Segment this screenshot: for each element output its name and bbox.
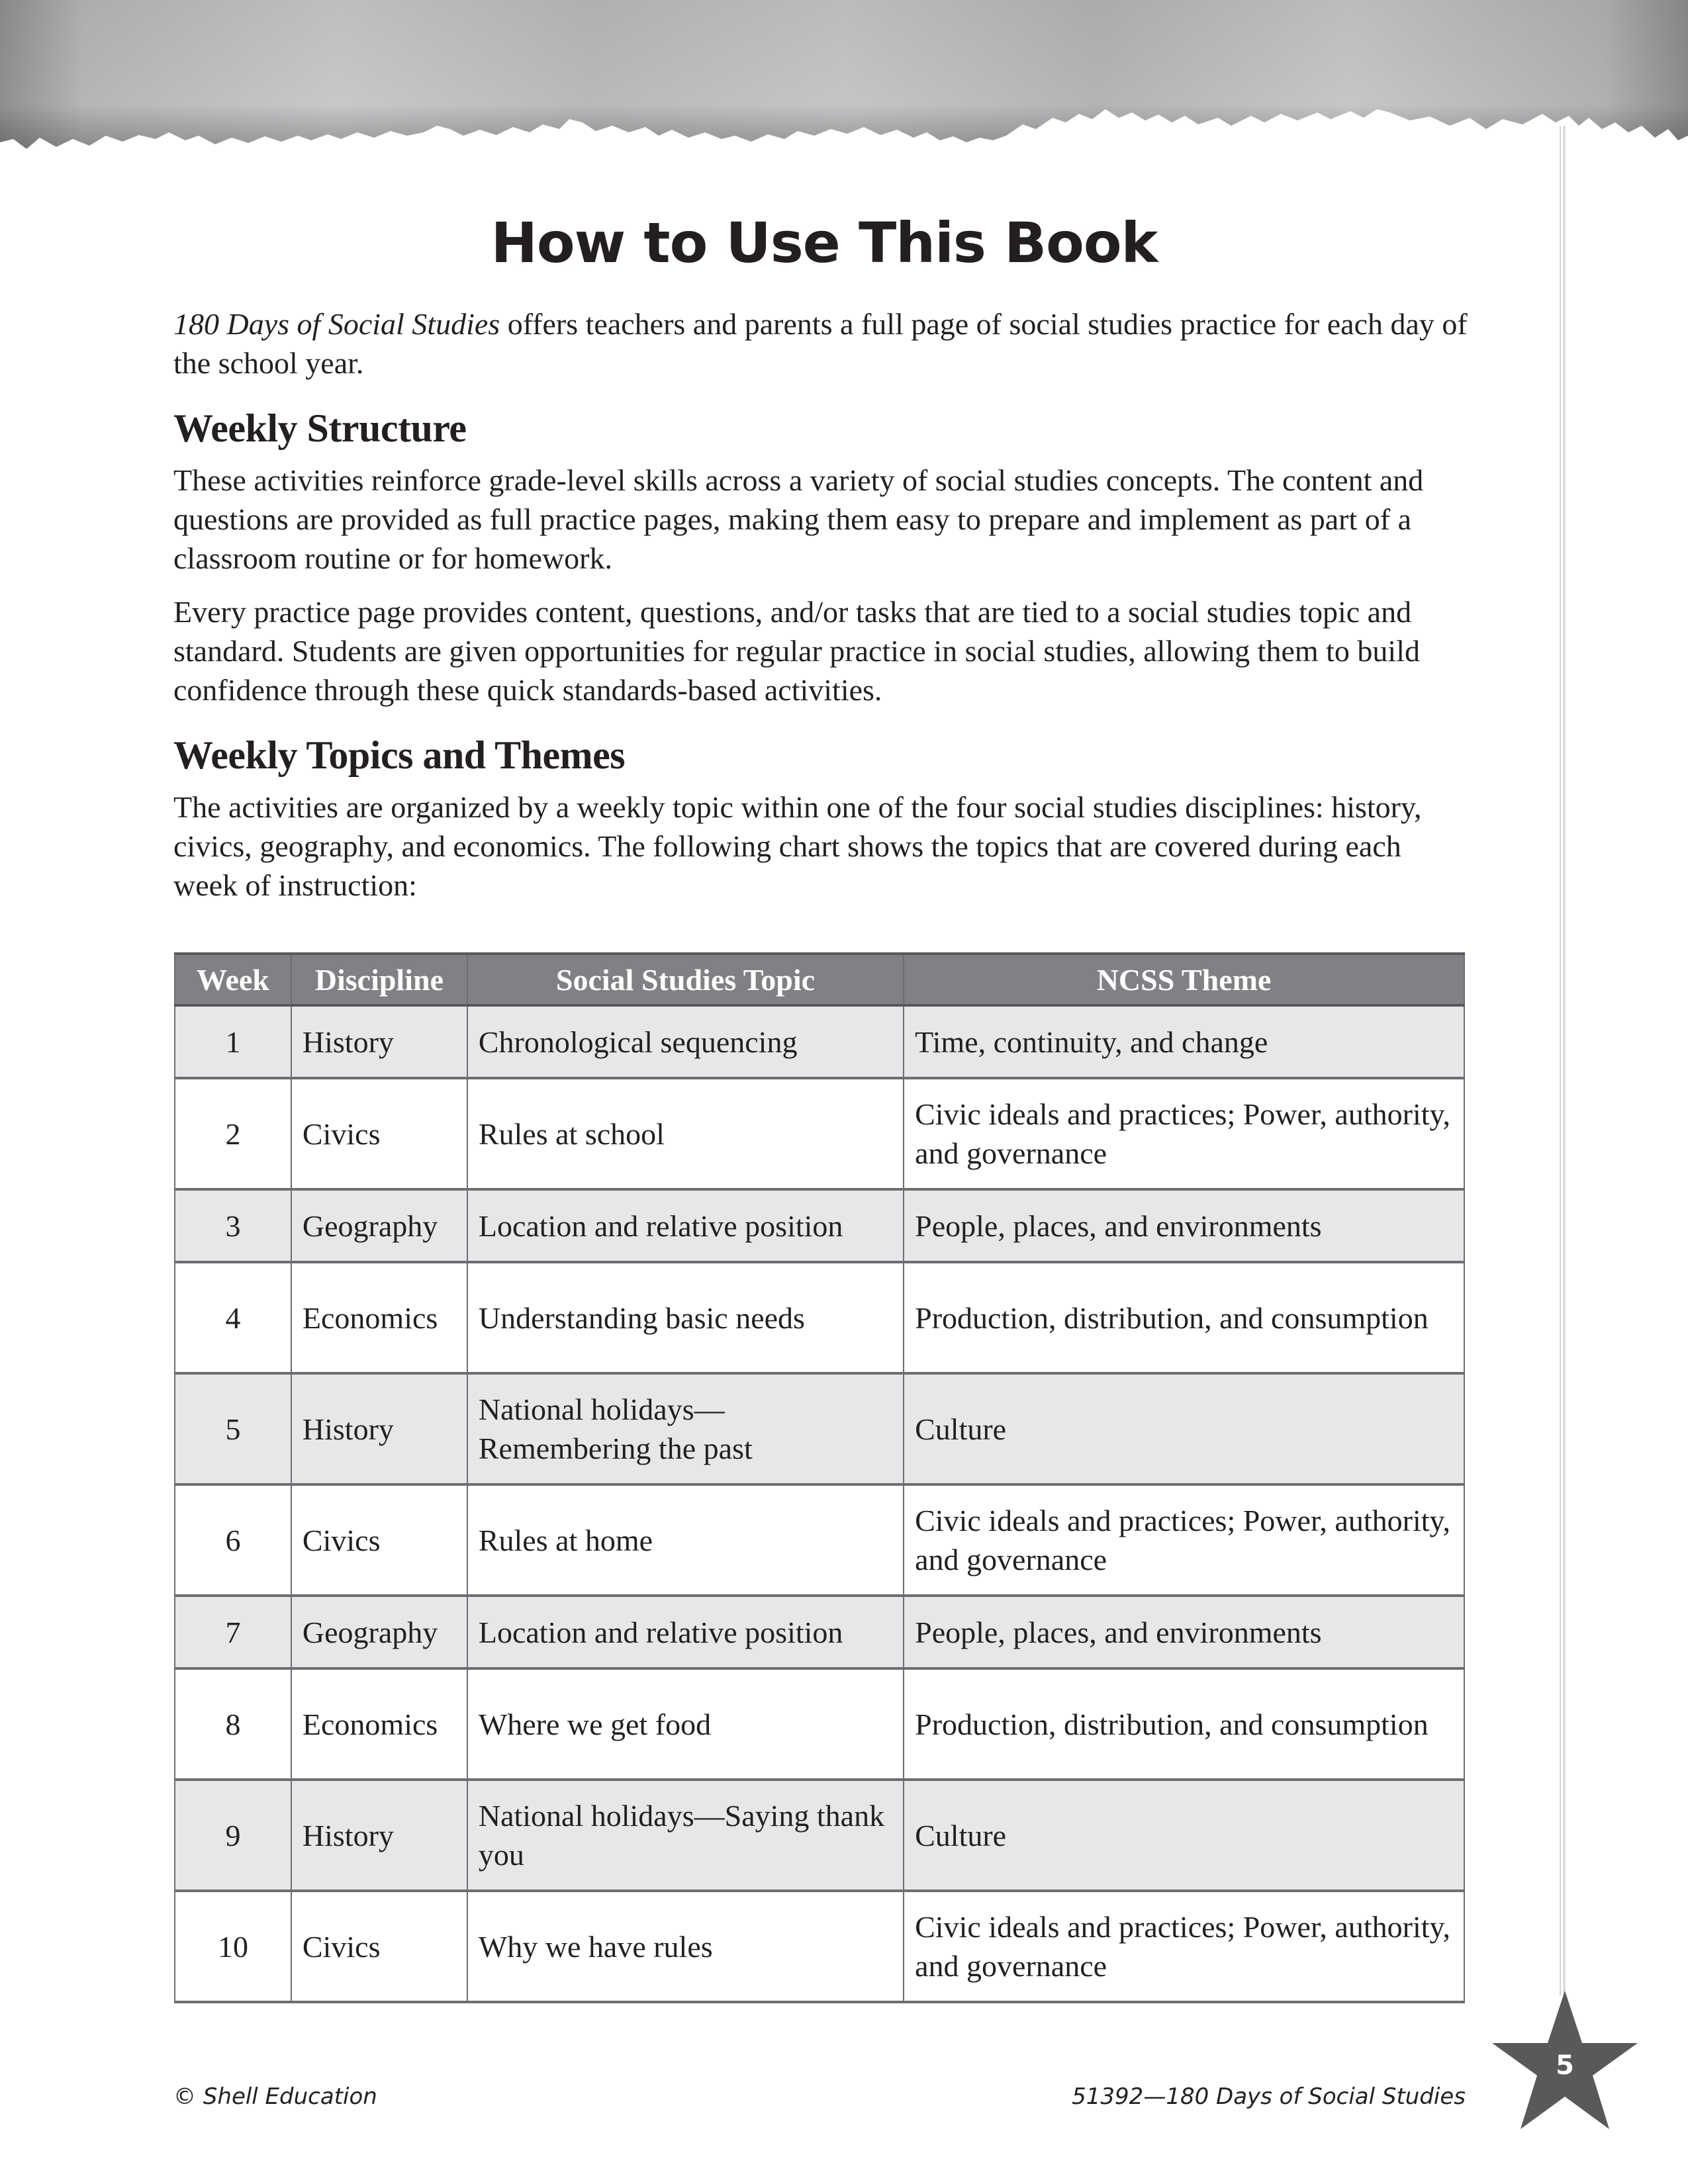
cell-discipline: Civics	[291, 1078, 467, 1189]
page-edge-line	[1560, 126, 1566, 1995]
footer-book-id: 51392—180 Days of Social Studies	[1072, 2083, 1466, 2110]
cell-week: 6	[175, 1484, 291, 1596]
cell-week: 5	[175, 1373, 291, 1484]
cell-topic: Why we have rules	[467, 1891, 904, 2002]
cell-week: 9	[175, 1780, 291, 1891]
cell-theme: Production, distribution, and consumption	[904, 1668, 1464, 1780]
cell-theme: Time, continuity, and change	[904, 1005, 1464, 1078]
table-row	[175, 1262, 1464, 1373]
cell-theme: Production, distribution, and consumption	[904, 1262, 1464, 1373]
cell-topic: Location and relative position	[467, 1189, 904, 1262]
cell-week: 2	[175, 1078, 291, 1189]
cell-theme: Civic ideals and practices; Power, authority, and governance	[904, 1484, 1464, 1596]
table-header-row	[175, 954, 1464, 1005]
cell-theme: People, places, and environments	[904, 1189, 1464, 1262]
column-header-topic: Social Studies Topic	[467, 954, 904, 1005]
cell-discipline: Civics	[291, 1891, 467, 2002]
intro-text: offers teachers and parents a full page of social studies practice for each day of the school year.	[173, 307, 1468, 380]
table-row	[175, 1005, 1464, 1078]
weekly-structure-paragraph-1: These activities reinforce grade-level skills across a variety of social studies concepts. The content and questions are provided as full practice pages, making them easy to prepare and implement as part of a classroom routine or for homework.	[173, 463, 1424, 575]
table-row	[175, 1596, 1464, 1668]
table-row	[175, 1668, 1464, 1780]
weekly-topics-paragraph: The activities are organized by a weekly topic within one of the four social studies disciplines: history, civics, geography, and economics. The following chart shows the topics that are covered during each week of instruction:	[173, 790, 1422, 902]
column-header-discipline: Discipline	[291, 954, 467, 1005]
cell-discipline: Economics	[291, 1668, 467, 1780]
weekly-structure-paragraph-2: Every practice page provides content, questions, and/or tasks that are tied to a social studies topic and standard. Students are given opportunities for regular practice in social studies, allowing them to build confidence through these quick standards-based activities.	[173, 595, 1420, 707]
cell-discipline: Geography	[291, 1189, 467, 1262]
cell-theme: Culture	[904, 1780, 1464, 1891]
page-title: How to Use This Book	[491, 210, 1158, 275]
section-heading-weekly-structure: Weekly Structure	[173, 406, 467, 450]
cell-theme: People, places, and environments	[904, 1596, 1464, 1668]
page-content	[173, 304, 1471, 905]
cell-discipline: Geography	[291, 1596, 467, 1668]
table-row	[175, 1078, 1464, 1189]
cell-week: 7	[175, 1596, 291, 1668]
cell-topic: Rules at school	[467, 1078, 904, 1189]
table-row	[175, 1484, 1464, 1596]
table-row	[175, 1891, 1464, 2002]
cell-topic: Where we get food	[467, 1668, 904, 1780]
cell-week: 8	[175, 1668, 291, 1780]
cell-discipline: History	[291, 1373, 467, 1484]
cell-discipline: History	[291, 1005, 467, 1078]
table-row	[175, 1780, 1464, 1891]
cell-week: 1	[175, 1005, 291, 1078]
table-row	[175, 1189, 1464, 1262]
cell-discipline: History	[291, 1780, 467, 1891]
cell-week: 10	[175, 1891, 291, 2002]
section-heading-weekly-topics: Weekly Topics and Themes	[173, 733, 626, 777]
cell-topic: National holidays—Saying thank you	[467, 1780, 904, 1891]
torn-paper-header	[0, 0, 1688, 159]
cell-theme: Culture	[904, 1373, 1464, 1484]
cell-topic: Rules at home	[467, 1484, 904, 1596]
book-title-italic: 180 Days of Social Studies	[173, 307, 500, 341]
footer-publisher: © Shell Education	[173, 2083, 377, 2110]
cell-theme: Civic ideals and practices; Power, authority, and governance	[904, 1078, 1464, 1189]
cell-discipline: Economics	[291, 1262, 467, 1373]
cell-theme: Civic ideals and practices; Power, authority, and governance	[904, 1891, 1464, 2002]
cell-topic: Chronological sequencing	[467, 1005, 904, 1078]
column-header-theme: NCSS Theme	[904, 954, 1464, 1005]
table-row	[175, 1373, 1464, 1484]
cell-week: 4	[175, 1262, 291, 1373]
cell-discipline: Civics	[291, 1484, 467, 1596]
weekly-topics-table	[174, 952, 1465, 2003]
cell-topic: National holidays— Remembering the past	[467, 1373, 904, 1484]
intro-paragraph	[173, 304, 1471, 383]
cell-topic: Location and relative position	[467, 1596, 904, 1668]
cell-topic: Understanding basic needs	[467, 1262, 904, 1373]
column-header-week: Week	[175, 954, 291, 1005]
cell-week: 3	[175, 1189, 291, 1262]
page-number: 5	[1556, 2050, 1574, 2081]
